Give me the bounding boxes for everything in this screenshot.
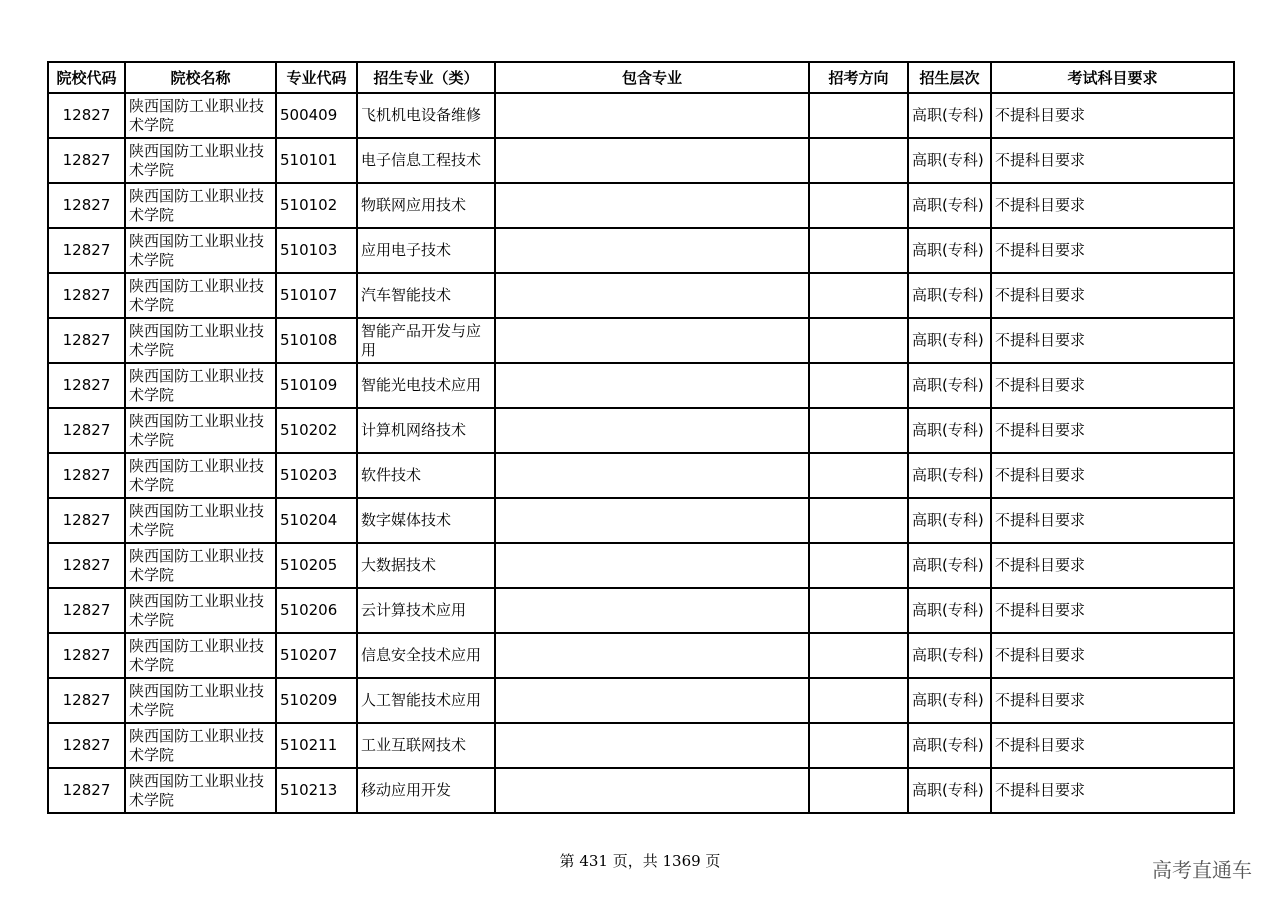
cell-school-name: 陕西国防工业职业技术学院 (125, 318, 276, 363)
table-row (48, 273, 1234, 318)
cell-school-code: 12827 (48, 723, 125, 768)
table-row (48, 543, 1234, 588)
cell-major: 智能光电技术应用 (357, 363, 495, 408)
cell-school-name: 陕西国防工业职业技术学院 (125, 768, 276, 813)
cell-includes (495, 228, 809, 273)
cell-major-code: 510205 (276, 543, 357, 588)
cell-major: 大数据技术 (357, 543, 495, 588)
admissions-table (47, 61, 1235, 814)
table-row (48, 678, 1234, 723)
cell-school-code: 12827 (48, 498, 125, 543)
cell-direction (809, 633, 908, 678)
table-row (48, 408, 1234, 453)
cell-major-code: 510211 (276, 723, 357, 768)
cell-school-code: 12827 (48, 93, 125, 138)
cell-major: 电子信息工程技术 (357, 138, 495, 183)
cell-major: 计算机网络技术 (357, 408, 495, 453)
cell-school-name: 陕西国防工业职业技术学院 (125, 543, 276, 588)
cell-major-code: 510102 (276, 183, 357, 228)
cell-includes (495, 93, 809, 138)
cell-major: 信息安全技术应用 (357, 633, 495, 678)
cell-major-code: 510209 (276, 678, 357, 723)
cell-level: 高职(专科) (908, 273, 991, 318)
cell-includes (495, 138, 809, 183)
cell-requirement: 不提科目要求 (991, 93, 1234, 138)
cell-direction (809, 498, 908, 543)
cell-major: 智能产品开发与应用 (357, 318, 495, 363)
cell-direction (809, 228, 908, 273)
cell-level: 高职(专科) (908, 453, 991, 498)
cell-level: 高职(专科) (908, 678, 991, 723)
table-row (48, 588, 1234, 633)
cell-requirement: 不提科目要求 (991, 543, 1234, 588)
cell-requirement: 不提科目要求 (991, 633, 1234, 678)
cell-major: 移动应用开发 (357, 768, 495, 813)
cell-major-code: 510202 (276, 408, 357, 453)
cell-direction (809, 93, 908, 138)
cell-major-code: 510204 (276, 498, 357, 543)
table-row (48, 228, 1234, 273)
cell-requirement: 不提科目要求 (991, 408, 1234, 453)
header-level: 招生层次 (908, 62, 991, 93)
table-row (48, 363, 1234, 408)
cell-major-code: 500409 (276, 93, 357, 138)
header-includes: 包含专业 (495, 62, 809, 93)
cell-includes (495, 453, 809, 498)
cell-direction (809, 678, 908, 723)
cell-school-code: 12827 (48, 273, 125, 318)
cell-requirement: 不提科目要求 (991, 723, 1234, 768)
cell-major-code: 510206 (276, 588, 357, 633)
header-direction: 招考方向 (809, 62, 908, 93)
cell-requirement: 不提科目要求 (991, 273, 1234, 318)
cell-school-name: 陕西国防工业职业技术学院 (125, 183, 276, 228)
watermark-logo-text: 高考直通车 (1152, 858, 1252, 882)
cell-major: 软件技术 (357, 453, 495, 498)
cell-level: 高职(专科) (908, 723, 991, 768)
cell-direction (809, 543, 908, 588)
cell-level: 高职(专科) (908, 318, 991, 363)
cell-major-code: 510213 (276, 768, 357, 813)
cell-school-name: 陕西国防工业职业技术学院 (125, 588, 276, 633)
cell-direction (809, 183, 908, 228)
table-row (48, 183, 1234, 228)
cell-includes (495, 273, 809, 318)
cell-school-name: 陕西国防工业职业技术学院 (125, 408, 276, 453)
cell-requirement: 不提科目要求 (991, 183, 1234, 228)
cell-major: 工业互联网技术 (357, 723, 495, 768)
cell-major: 数字媒体技术 (357, 498, 495, 543)
table-row (48, 93, 1234, 138)
cell-includes (495, 363, 809, 408)
cell-direction (809, 588, 908, 633)
cell-major-code: 510109 (276, 363, 357, 408)
table-row (48, 138, 1234, 183)
cell-level: 高职(专科) (908, 408, 991, 453)
cell-school-name: 陕西国防工业职业技术学院 (125, 228, 276, 273)
table-row (48, 768, 1234, 813)
cell-school-code: 12827 (48, 228, 125, 273)
cell-requirement: 不提科目要求 (991, 768, 1234, 813)
cell-includes (495, 678, 809, 723)
cell-includes (495, 318, 809, 363)
cell-school-code: 12827 (48, 543, 125, 588)
cell-level: 高职(专科) (908, 633, 991, 678)
cell-direction (809, 408, 908, 453)
cell-direction (809, 453, 908, 498)
cell-direction (809, 723, 908, 768)
cell-major: 人工智能技术应用 (357, 678, 495, 723)
cell-level: 高职(专科) (908, 93, 991, 138)
cell-major-code: 510108 (276, 318, 357, 363)
table-row (48, 723, 1234, 768)
cell-level: 高职(专科) (908, 543, 991, 588)
cell-school-code: 12827 (48, 633, 125, 678)
cell-school-name: 陕西国防工业职业技术学院 (125, 498, 276, 543)
cell-major: 物联网应用技术 (357, 183, 495, 228)
cell-includes (495, 768, 809, 813)
cell-includes (495, 408, 809, 453)
cell-school-name: 陕西国防工业职业技术学院 (125, 138, 276, 183)
cell-requirement: 不提科目要求 (991, 138, 1234, 183)
cell-school-name: 陕西国防工业职业技术学院 (125, 633, 276, 678)
cell-requirement: 不提科目要求 (991, 318, 1234, 363)
cell-major: 云计算技术应用 (357, 588, 495, 633)
page-number: 第 431 页，共 1369 页 (559, 852, 721, 870)
cell-school-code: 12827 (48, 768, 125, 813)
table-row (48, 318, 1234, 363)
cell-school-code: 12827 (48, 408, 125, 453)
cell-direction (809, 273, 908, 318)
cell-requirement: 不提科目要求 (991, 363, 1234, 408)
cell-major-code: 510103 (276, 228, 357, 273)
cell-level: 高职(专科) (908, 498, 991, 543)
table-row (48, 453, 1234, 498)
cell-school-code: 12827 (48, 183, 125, 228)
cell-level: 高职(专科) (908, 588, 991, 633)
cell-school-name: 陕西国防工业职业技术学院 (125, 678, 276, 723)
cell-school-code: 12827 (48, 138, 125, 183)
cell-level: 高职(专科) (908, 768, 991, 813)
cell-level: 高职(专科) (908, 363, 991, 408)
cell-major-code: 510101 (276, 138, 357, 183)
header-major: 招生专业（类） (357, 62, 495, 93)
cell-includes (495, 633, 809, 678)
cell-direction (809, 363, 908, 408)
cell-major-code: 510107 (276, 273, 357, 318)
header-requirement: 考试科目要求 (991, 62, 1234, 93)
cell-school-code: 12827 (48, 678, 125, 723)
cell-requirement: 不提科目要求 (991, 228, 1234, 273)
cell-direction (809, 768, 908, 813)
cell-requirement: 不提科目要求 (991, 588, 1234, 633)
cell-requirement: 不提科目要求 (991, 498, 1234, 543)
cell-school-name: 陕西国防工业职业技术学院 (125, 273, 276, 318)
cell-school-code: 12827 (48, 453, 125, 498)
cell-school-name: 陕西国防工业职业技术学院 (125, 723, 276, 768)
cell-school-name: 陕西国防工业职业技术学院 (125, 453, 276, 498)
cell-major-code: 510207 (276, 633, 357, 678)
header-school-code: 院校代码 (48, 62, 125, 93)
table-row (48, 633, 1234, 678)
cell-direction (809, 318, 908, 363)
cell-includes (495, 723, 809, 768)
cell-major-code: 510203 (276, 453, 357, 498)
cell-level: 高职(专科) (908, 228, 991, 273)
cell-school-name: 陕西国防工业职业技术学院 (125, 93, 276, 138)
cell-school-code: 12827 (48, 588, 125, 633)
cell-includes (495, 543, 809, 588)
cell-level: 高职(专科) (908, 183, 991, 228)
cell-major: 飞机机电设备维修 (357, 93, 495, 138)
cell-requirement: 不提科目要求 (991, 453, 1234, 498)
cell-includes (495, 498, 809, 543)
cell-school-code: 12827 (48, 318, 125, 363)
header-major-code: 专业代码 (276, 62, 357, 93)
cell-includes (495, 588, 809, 633)
cell-school-code: 12827 (48, 363, 125, 408)
cell-school-name: 陕西国防工业职业技术学院 (125, 363, 276, 408)
cell-requirement: 不提科目要求 (991, 678, 1234, 723)
cell-level: 高职(专科) (908, 138, 991, 183)
table-row (48, 498, 1234, 543)
cell-major: 应用电子技术 (357, 228, 495, 273)
cell-includes (495, 183, 809, 228)
header-school-name: 院校名称 (125, 62, 276, 93)
header-row (48, 62, 1234, 93)
cell-major: 汽车智能技术 (357, 273, 495, 318)
cell-direction (809, 138, 908, 183)
